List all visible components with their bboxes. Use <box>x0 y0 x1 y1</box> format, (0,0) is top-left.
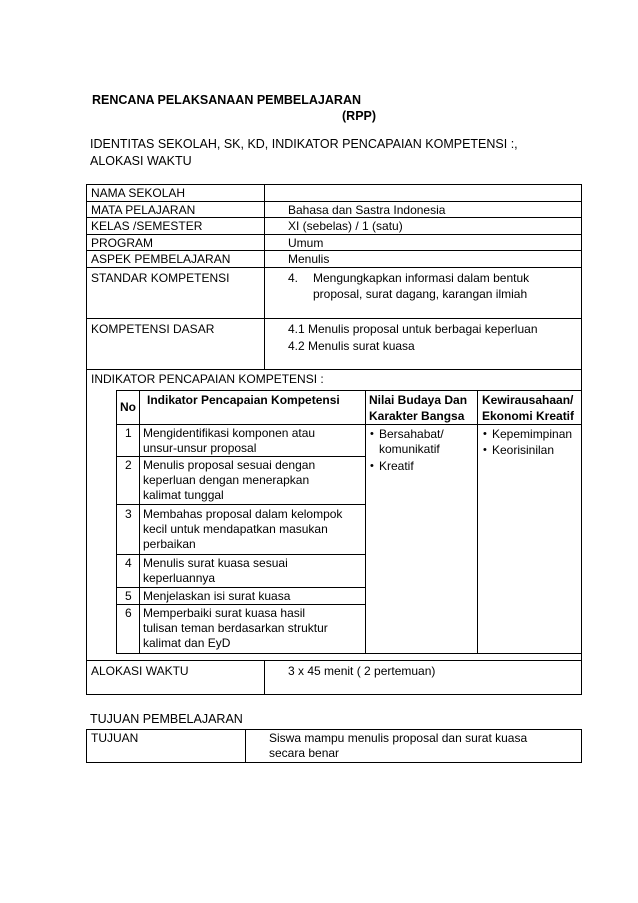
row-5-no: 5 <box>125 589 132 603</box>
label-aspek: ASPEK PEMBELAJARAN <box>91 252 231 266</box>
tujuan-line-1: Siswa mampu menulis proposal dan surat kuasa <box>269 731 528 745</box>
label-kelas-semester: KELAS /SEMESTER <box>91 219 203 233</box>
kewira-item-keorisinilan: • Keorisinilan <box>492 443 554 458</box>
document-subtitle: (RPP) <box>342 109 377 123</box>
label-tujuan: TUJUAN <box>91 731 139 745</box>
nilai-item-kreatif: • Kreatif <box>379 459 414 474</box>
value-mata-pelajaran: Bahasa dan Sastra Indonesia <box>288 203 446 217</box>
value-alokasi-waktu: 3 x 45 menit ( 2 pertemuan) <box>288 664 436 678</box>
row-5-line-1: Menjelaskan isi surat kuasa <box>143 589 291 603</box>
indikator-heading: INDIKATOR PENCAPAIAN KOMPETENSI : <box>91 372 324 386</box>
col-nilai-header-1: Nilai Budaya Dan <box>369 393 468 407</box>
sk-number: 4. <box>288 271 299 285</box>
label-mata-pelajaran: MATA PELAJARAN <box>91 203 196 217</box>
row-2-line-2: keperluan dengan menerapkan <box>143 473 310 487</box>
row-6-line-3: kalimat dan EyD <box>143 636 231 650</box>
nilai-item-bersahabat: • Bersahabat/ <box>379 427 444 442</box>
row-2-line-1: Menulis proposal sesuai dengan <box>143 458 316 472</box>
col-indikator-header: Indikator Pencapaian Kompetensi <box>147 393 340 407</box>
sk-line-1: Mengungkapkan informasi dalam bentuk <box>313 271 530 285</box>
col-no-header: No <box>120 400 136 414</box>
value-aspek: Menulis <box>288 252 330 266</box>
kd-line-1: 4.1 Menulis proposal untuk berbagai keperluan <box>288 322 538 336</box>
row-6-no: 6 <box>125 606 132 620</box>
row-1-line-1: Mengidentifikasi komponen atau <box>143 426 316 440</box>
label-nama-sekolah: NAMA SEKOLAH <box>91 186 186 200</box>
value-kelas-semester: XI (sebelas) / 1 (satu) <box>288 219 403 233</box>
tujuan-heading: TUJUAN PEMBELAJARAN <box>90 712 243 726</box>
document-title: RENCANA PELAKSANAAN PEMBELAJARAN <box>92 93 361 107</box>
row-6-line-1: Memperbaiki surat kuasa hasil <box>143 606 306 620</box>
row-6-line-2: tulisan teman berdasarkan struktur <box>143 621 328 635</box>
col-kewira-header-1: Kewirausahaan/ <box>482 393 574 407</box>
sk-line-2: proposal, surat dagang, karangan ilmiah <box>313 287 528 301</box>
col-kewira-header-2: Ekonomi Kreatif <box>482 409 575 423</box>
label-standar-kompetensi: STANDAR KOMPETENSI <box>91 271 230 285</box>
kd-line-2: 4.2 Menulis surat kuasa <box>288 339 415 353</box>
row-3-no: 3 <box>125 507 132 521</box>
row-2-line-3: kalimat tunggal <box>143 488 224 502</box>
row-2-no: 2 <box>125 458 132 472</box>
row-1-line-2: unsur-unsur proposal <box>143 441 257 455</box>
row-3-line-1: Membahas proposal dalam kelompok <box>143 507 343 521</box>
identitas-heading: IDENTITAS SEKOLAH, SK, KD, INDIKATOR PENCAPAIAN KOMPETENSI :, ALOKASI WAKTU <box>90 137 518 168</box>
nilai-item-komunikatif: komunikatif <box>379 442 440 456</box>
row-4-line-1: Menulis surat kuasa sesuai <box>143 556 288 570</box>
value-program: Umum <box>288 236 324 250</box>
row-3-line-2: kecil untuk mendapatkan masukan <box>143 522 328 536</box>
label-program: PROGRAM <box>91 236 154 250</box>
row-1-no: 1 <box>125 426 132 440</box>
kewira-item-kepemimpinan: • Kepemimpinan <box>492 427 572 442</box>
label-kompetensi-dasar: KOMPETENSI DASAR <box>91 322 215 336</box>
row-4-line-2: keperluannya <box>143 571 216 585</box>
label-alokasi-waktu: ALOKASI WAKTU <box>91 664 189 678</box>
row-4-no: 4 <box>125 556 132 570</box>
row-3-line-3: perbaikan <box>143 537 196 551</box>
tujuan-line-2: secara benar <box>269 746 340 760</box>
col-nilai-header-2: Karakter Bangsa <box>369 409 465 423</box>
